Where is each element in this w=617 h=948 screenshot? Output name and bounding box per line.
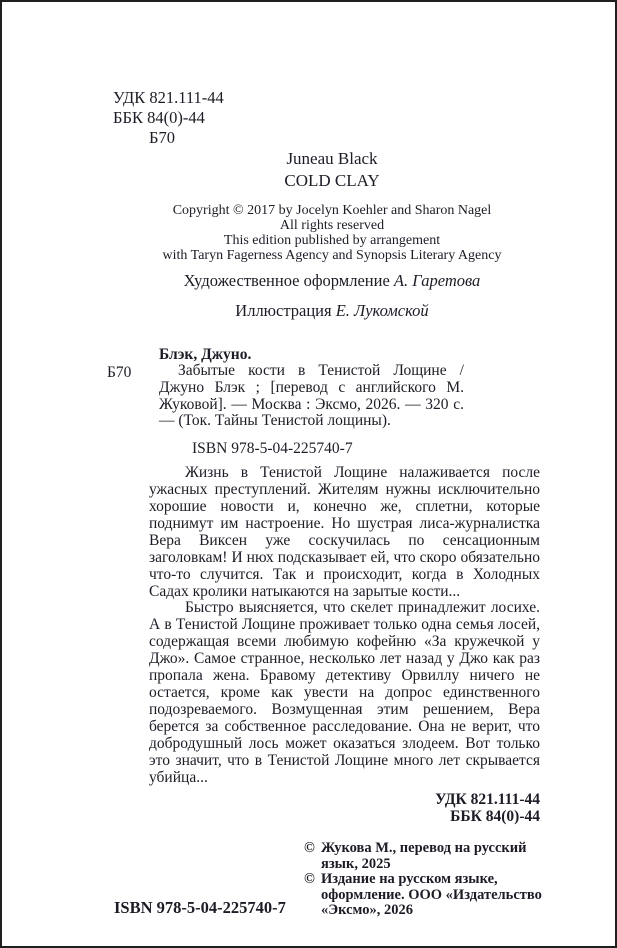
bbk-code-top: ББК 84(0)-44	[113, 108, 205, 127]
illustration-credit	[127, 300, 537, 321]
original-title-block	[127, 148, 537, 192]
design-credit-name: А. Гаретова	[393, 271, 481, 290]
isbn-bottom: ISBN 978-5-04-225740-7	[114, 898, 286, 918]
copyright-line: This edition published by arrangement	[223, 233, 441, 248]
credits-block	[127, 270, 537, 321]
design-credit	[127, 270, 537, 291]
copyright-symbol: ©	[304, 871, 315, 888]
author-sign-code-top: Б70	[149, 128, 175, 147]
copyright-symbol: ©	[304, 840, 315, 857]
copyright-block	[127, 203, 537, 263]
lower-content	[2, 346, 617, 918]
annotation-paragraph: Жизнь в Тенистой Лощине налаживается после ужасных преступлений. Жителям нужны исключительно хорошие новости и, конечно же, сплетни, которые поднимут им настроение. Но шустрая лиса-журналистка Вера Виксен уже соскучилась по сенсационным заголовкам! И нюх подсказывает ей, что скоро обязательно что-то случится. Так и происходит, когда в Холодных Садах кролики натыкаются на зарытые кости...	[149, 464, 540, 600]
rights-text: Издание на русском языке, оформление. ООО «Издательство «Эксмо», 2026	[321, 871, 542, 919]
original-author: Juneau Black	[286, 149, 378, 168]
catalog-card	[107, 346, 464, 458]
rights-block	[304, 841, 542, 918]
catalog-author-heading: Блэк, Джуно.	[159, 346, 252, 363]
bottom-row	[114, 841, 542, 918]
classification-codes-top	[113, 88, 224, 148]
catalog-description: Забытые кости в Тенистой Лощине / Джуно Блэк ; [перевод с английского М. Жуковой]. — Москва : Эксмо, 2026. — 320 с. — (Ток. Тайны Тенистой лощины).	[159, 362, 464, 430]
udk-code-top: УДК 821.111-44	[113, 88, 224, 107]
copyright-line: Copyright © 2017 by Jocelyn Koehler and Sharon Nagel	[172, 203, 492, 218]
illustration-credit-label: Иллюстрация	[235, 301, 332, 320]
copyright-line: All rights reserved	[279, 218, 385, 233]
illustration-credit-name: Е. Лукомской	[335, 301, 429, 320]
copyright-line: with Taryn Fagerness Agency and Synopsis Literary Agency	[162, 248, 502, 263]
rights-item	[304, 872, 542, 918]
design-credit-label: Художественное оформление	[183, 271, 390, 290]
rights-text: Жукова М., перевод на русский язык, 2025	[321, 840, 527, 872]
author-sign-code-card: Б70	[107, 364, 132, 381]
original-title: COLD CLAY	[284, 171, 380, 190]
annotation	[149, 465, 540, 786]
classification-codes-bottom	[2, 792, 540, 825]
rights-item	[304, 841, 542, 872]
catalog-isbn: ISBN 978-5-04-225740-7	[192, 440, 353, 458]
bbk-code-bottom: ББК 84(0)-44	[450, 807, 540, 825]
udk-code-bottom: УДК 821.111-44	[435, 791, 540, 809]
annotation-paragraph: Быстро выясняется, что скелет принадлежит лосихе. А в Тенистой Лощине проживает только одна семья лосей, содержащая всеми любимую кофейню «За кружечкой у Джо». Самое странное, несколько лет назад у Джо как раз пропала жена. Бравому детективу Орвиллу ничего не остается, кроме как увести на допрос единственного подозреваемого. Возмущенная этим решением, Вера берется за собственное расследование. Она не верит, что добродушный лось может оказаться злодеем. Вот только это значит, что в Тенистой Лощине много лет скрывается убийца...	[149, 599, 540, 786]
